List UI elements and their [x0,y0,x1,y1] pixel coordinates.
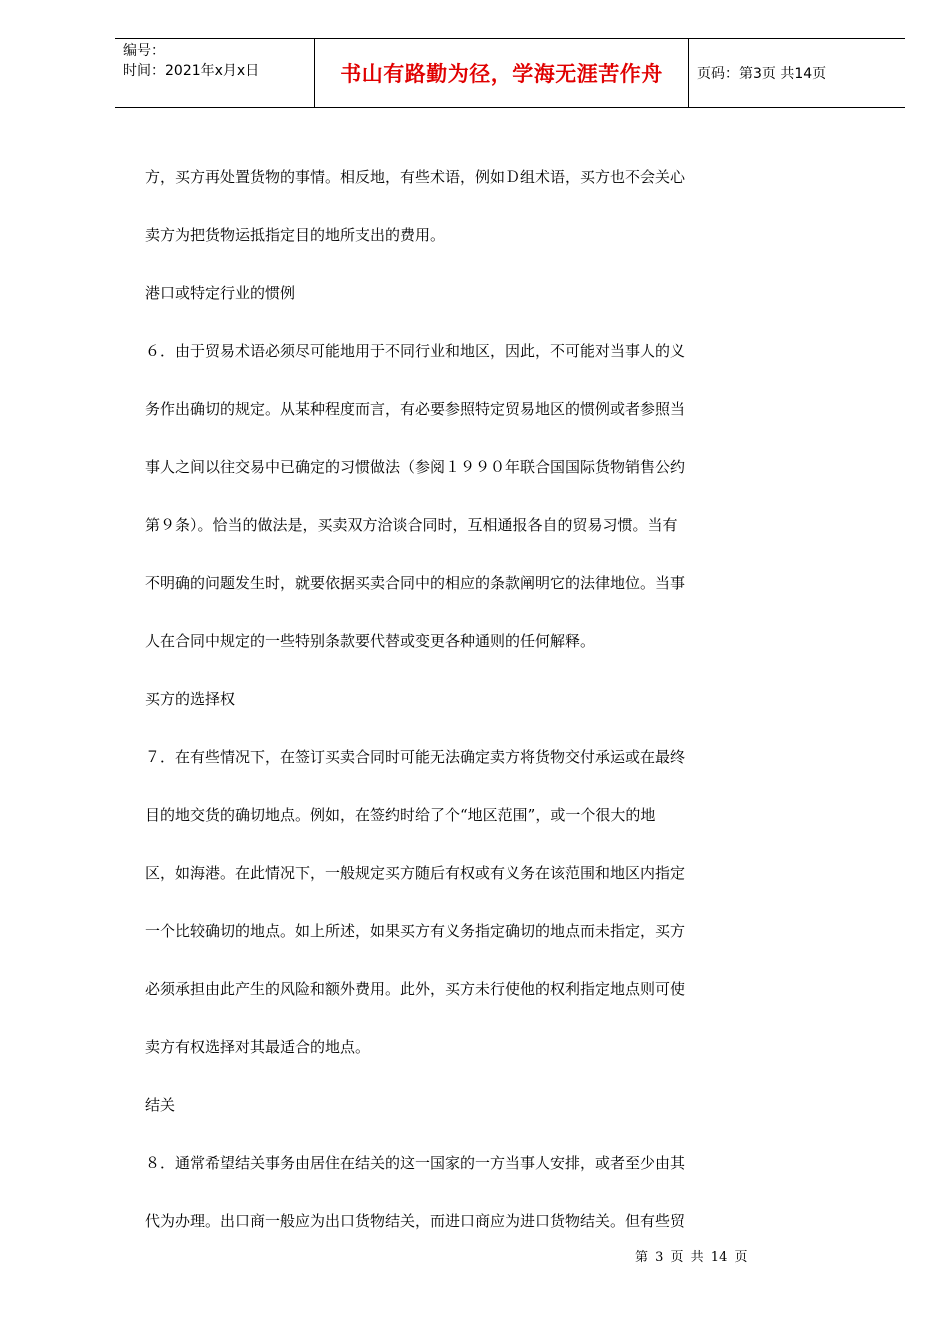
document-time-label: 时间：2021年x月x日 [123,63,260,79]
section-heading: 买方的选择权 [145,690,236,708]
section-heading: 港口或特定行业的惯例 [145,284,296,302]
page-header [115,38,905,108]
body-line: ７．在有些情况下，在签订买卖合同时可能无法确定卖方将货物交付承运或在最终 [145,748,686,766]
body-line: 目的地交货的确切地点。例如，在签约时给了个“地区范围”，或一个很大的地 [145,806,656,824]
body-line: 方，买方再处置货物的事情。相反地，有些术语，例如Ｄ组术语，买方也不会关心 [145,168,686,186]
body-line: 不明确的问题发生时，就要依据买卖合同中的相应的条款阐明它的法律地位。当事 [145,574,686,592]
body-line: 事人之间以往交易中已确定的习惯做法（参阅１９９０年联合国国际货物销售公约 [145,458,686,476]
header-meta [115,39,315,107]
section-heading: 结关 [145,1096,176,1114]
body-line: 卖方为把货物运抵指定目的地所支出的费用。 [145,226,446,244]
document-number-label: 编号： [123,43,165,59]
body-line: 人在合同中规定的一些特别条款要代替或变更各种通则的任何解释。 [145,632,596,650]
body-line: 务作出确切的规定。从某种程度而言，有必要参照特定贸易地区的惯例或者参照当 [145,400,686,418]
body-line: ８．通常希望结关事务由居住在结关的这一国家的一方当事人安排，或者至少由其 [145,1154,686,1172]
header-page-info: 页码：第3页 共14页 [697,66,827,82]
page-footer: 第 3 页 共 14 页 [635,1250,748,1265]
body-line: 第９条）。恰当的做法是，买卖双方洽谈合同时，互相通报各自的贸易习惯。当有 [145,516,678,534]
body-line: ６．由于贸易术语必须尽可能地用于不同行业和地区，因此，不可能对当事人的义 [145,342,686,360]
body-line: 必须承担由此产生的风险和额外费用。此外，买方未行使他的权利指定地点则可使 [145,980,686,998]
body-line: 一个比较确切的地点。如上所述，如果买方有义务指定确切的地点而未指定，买方 [145,922,686,940]
body-line: 代为办理。出口商一般应为出口货物结关，而进口商应为进口货物结关。但有些贸 [145,1212,686,1230]
document-body [145,148,750,1250]
body-line: 卖方有权选择对其最适合的地点。 [145,1038,371,1056]
body-line: 区，如海港。在此情况下，一般规定买方随后有权或有义务在该范围和地区内指定 [145,864,686,882]
header-motto: 书山有路勤为径，学海无涯苦作舟 [315,39,689,107]
